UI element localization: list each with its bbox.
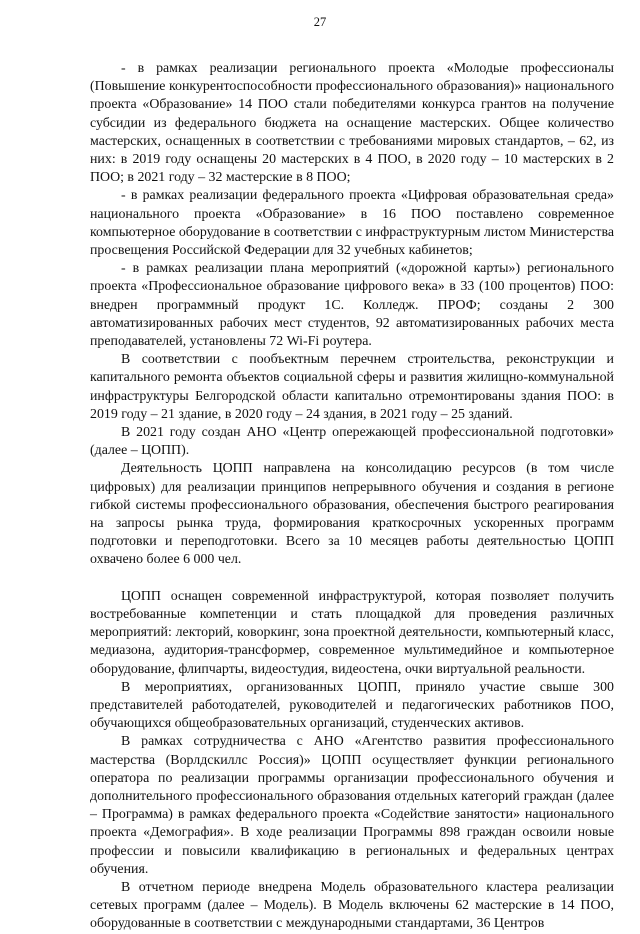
paragraph-6: Деятельность ЦОПП направлена на консолидацию ресурсов (в том числе цифровых) для реализации принципов непрерывного обучения и создания в регионе гибкой системы профессионального образования, обеспечения быстрого реагирования на запросы рынка труда, формирования краткосрочных ускоренных программ подготовки и переподготовки. Всего за 10 месяцев работы деятельностью ЦОПП охвачено более 6 000 чел. [90,461,614,568]
paragraph-7: ЦОПП оснащен современной инфраструктурой, которая позволяет получить востребованные компетенции и стать площадкой для проведения различных мероприятий: лекторий, коворкинг, зона проектной деятельности, компьютерный класс, медиазона, аудитория-трансформер, современное мультимедийное и компьютерное оборудование, флипчарты, видеостудия, видеостена, очки виртуальной реальности. [90,588,614,677]
paragraph-1: - в рамках реализации регионального проекта «Молодые профессионалы (Повышение конкурентоспособности профессионального образования)» национального проекта «Образование» 14 ПОО стали победителями конкурса грантов на получение субсидии из федерального бюджета на оснащение мастерских. Общее количество мастерских, оснащенных в соответствии с требованиями мировых стандартов, – 62, из них: в 2019 году оснащены 20 мастерских в 4 ПОО, в 2020 году – 10 мастерских в 2 ПОО; в 2021 году – 32 мастерские в 8 ПОО; [90,61,614,186]
paragraph-2: - в рамках реализации федерального проекта «Цифровая образовательная среда» национального проекта «Образование» в 16 ПОО поставлено современное компьютерное оборудование в соответствии с инфраструктурным листом Министерства просвещения Российской Федерации для 32 учебных кабинетов; [90,188,614,259]
paragraph-3: - в рамках реализации плана мероприятий («дорожной карты») регионального проекта «Профессиональное образование цифрового века» в 33 (100 процентов) ПОО: внедрен программный продукт 1С. Колледж. ПРОФ; созданы 2 300 автоматизированных рабочих мест студентов, 92 автоматизированных рабочих места преподавателей, установлены 72 Wi-Fi роутера. [90,261,614,350]
page-number: 27 [313,15,327,29]
paragraph-8: В мероприятиях, организованных ЦОПП, приняло участие свыше 300 представителей работодателей, руководителей и педагогических работников ПОО, обучающихся общеобразовательных организаций, студенческих активов. [90,679,614,732]
paragraph-spacer [90,570,614,588]
paragraph-9: В рамках сотрудничества с АНО «Агентство развития профессионального мастерства (Ворлдскиллс Россия)» ЦОПП осуществляет функции регионального оператора по реализации программы организации профессионального обучения и дополнительного профессионального образования отдельных категорий граждан (далее – Программа) в рамках федерального проекта «Содействие занятости» национального проекта «Демография». В ходе реализации Программы 898 граждан освоили новые профессии и повысили квалификацию в региональных и федеральных центрах обучения. [90,734,614,877]
paragraph-10: В отчетном периоде внедрена Модель образовательного кластера реализации сетевых программ (далее – Модель). В Модель включены 62 мастерские в 14 ПОО, оборудованные в соответствии с международными стандартами, 36 Центров [90,879,614,932]
paragraph-4: В соответствии с пообъектным перечнем строительства, реконструкции и капитального ремонта объектов социальной сферы и развития жилищно-коммунальной инфраструктуры Белгородской области капитально отремонтированы здания ПОО: в 2019 году – 21 здание, в 2020 году – 24 здания, в 2021 году – 25 зданий. [90,352,614,422]
paragraph-5: В 2021 году создан АНО «Центр опережающей профессиональной подготовки» (далее – ЦОПП). [90,425,614,459]
document-body [90,60,614,934]
